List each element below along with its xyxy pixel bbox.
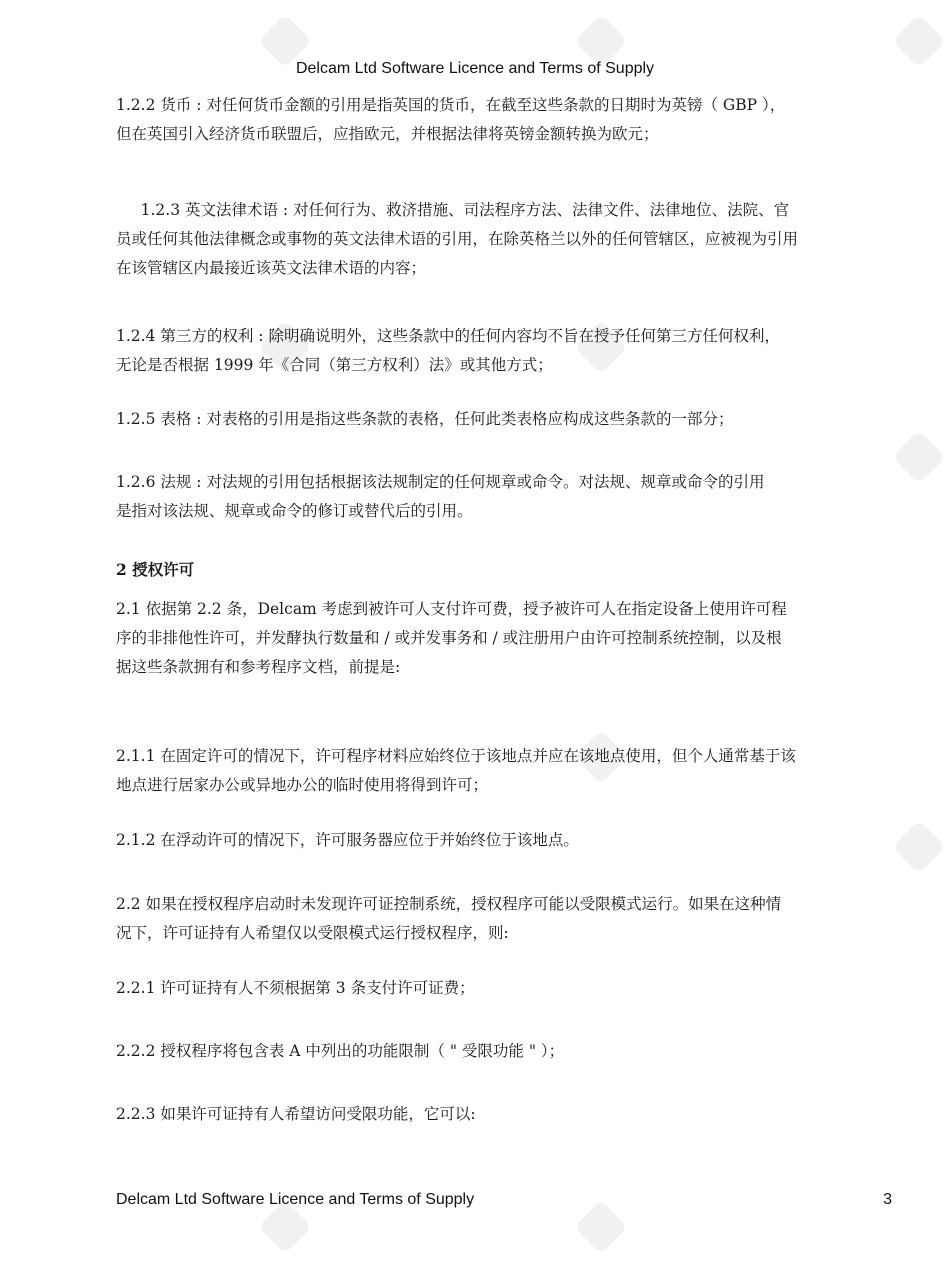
text-line: 2.1 依据第 2.2 条，Delcam 考虑到被许可人支付许可费，授予被许可人在指定设备上使用许可程	[116, 600, 787, 618]
text-line: 2.2 如果在授权程序启动时未发现许可证控制系统，授权程序可能以受限模式运行。如果在这种情	[116, 895, 782, 913]
text-line: 1.2.4 第三方的权利 : 除明确说明外，这些条款中的任何内容均不旨在授予任何第三方任何权利，	[116, 327, 780, 345]
paragraph-2-1	[116, 595, 896, 682]
text-line: 据这些条款拥有和参考程序文档，前提是:	[116, 658, 401, 676]
text-line: 2.2.1 许可证持有人不须根据第 3 条支付许可证费；	[116, 979, 475, 997]
text-line: 2.1.2 在浮动许可的情况下，许可服务器应位于并始终位于该地点。	[116, 831, 579, 849]
text-line: 地点进行居家办公或异地办公的临时使用将得到许可；	[116, 776, 489, 794]
text-line: 2.2.3 如果许可证持有人希望访问受限功能，它可以:	[116, 1105, 476, 1123]
text-line: 是指对该法规、规章或命令的修订或替代后的引用。	[116, 502, 473, 520]
paragraph-2-2-2	[116, 1037, 896, 1066]
paragraph-2-1-2	[116, 826, 896, 855]
paragraph-2-2	[116, 890, 896, 948]
text-line: 1.2.3 英文法律术语 : 对任何行为、救济措施、司法程序方法、法律文件、法律地位、法院、官	[116, 201, 790, 219]
paragraph-2-2-3	[116, 1100, 896, 1129]
page-number: 3	[883, 1191, 892, 1208]
text-line: 但在英国引入经济货币联盟后，应指欧元，并根据法律将英镑金额转换为欧元；	[116, 125, 659, 143]
paragraph-1-2-6	[116, 468, 896, 526]
paragraph-2-1-1	[116, 742, 896, 800]
text-line: 序的非排他性许可，并发酵执行数量和 / 或并发事务和 / 或注册用户由许可控制系统控制，以及根	[116, 629, 782, 647]
watermark-icon	[892, 820, 946, 874]
section-heading: 2 授权许可	[116, 560, 195, 579]
paragraph-1-2-3	[116, 196, 896, 283]
text-line: 无论是否根据 1999 年《合同（第三方权利）法》或其他方式；	[116, 356, 553, 374]
text-line: 在该管辖区内最接近该英文法律术语的内容；	[116, 259, 427, 277]
text-line: 1.2.5 表格 : 对表格的引用是指这些条款的表格，任何此类表格应构成这些条款的一部分；	[116, 410, 734, 428]
text-line: 况下，许可证持有人希望仅以受限模式运行授权程序，则:	[116, 924, 509, 942]
watermark-icon	[574, 1200, 628, 1254]
paragraph-1-2-4	[116, 322, 896, 380]
text-line: 1.2.2 货币 : 对任何货币金额的引用是指英国的货币，在截至这些条款的日期时为英镑（ GBP ），	[116, 96, 786, 114]
page-footer-title: Delcam Ltd Software Licence and Terms of Supply	[116, 1191, 475, 1208]
paragraph-1-2-5	[116, 405, 896, 434]
text-line: 1.2.6 法规 : 对法规的引用包括根据该法规制定的任何规章或命令。对法规、规章或命令的引用	[116, 473, 765, 491]
text-line: 2.1.1 在固定许可的情况下，许可程序材料应始终位于该地点并应在该地点使用，但个人通常基于该	[116, 747, 796, 765]
paragraph-1-2-2	[116, 91, 896, 149]
text-line: 员或任何其他法律概念或事物的英文法律术语的引用，在除英格兰以外的任何管辖区，应被视为引用	[116, 230, 799, 248]
paragraph-2-2-1	[116, 974, 896, 1003]
watermark-icon	[892, 430, 946, 484]
page-header: Delcam Ltd Software Licence and Terms of Supply	[295, 60, 655, 77]
text-line: 2.2.2 授权程序将包含表 A 中列出的功能限制（ " 受限功能 " ）；	[116, 1042, 565, 1060]
